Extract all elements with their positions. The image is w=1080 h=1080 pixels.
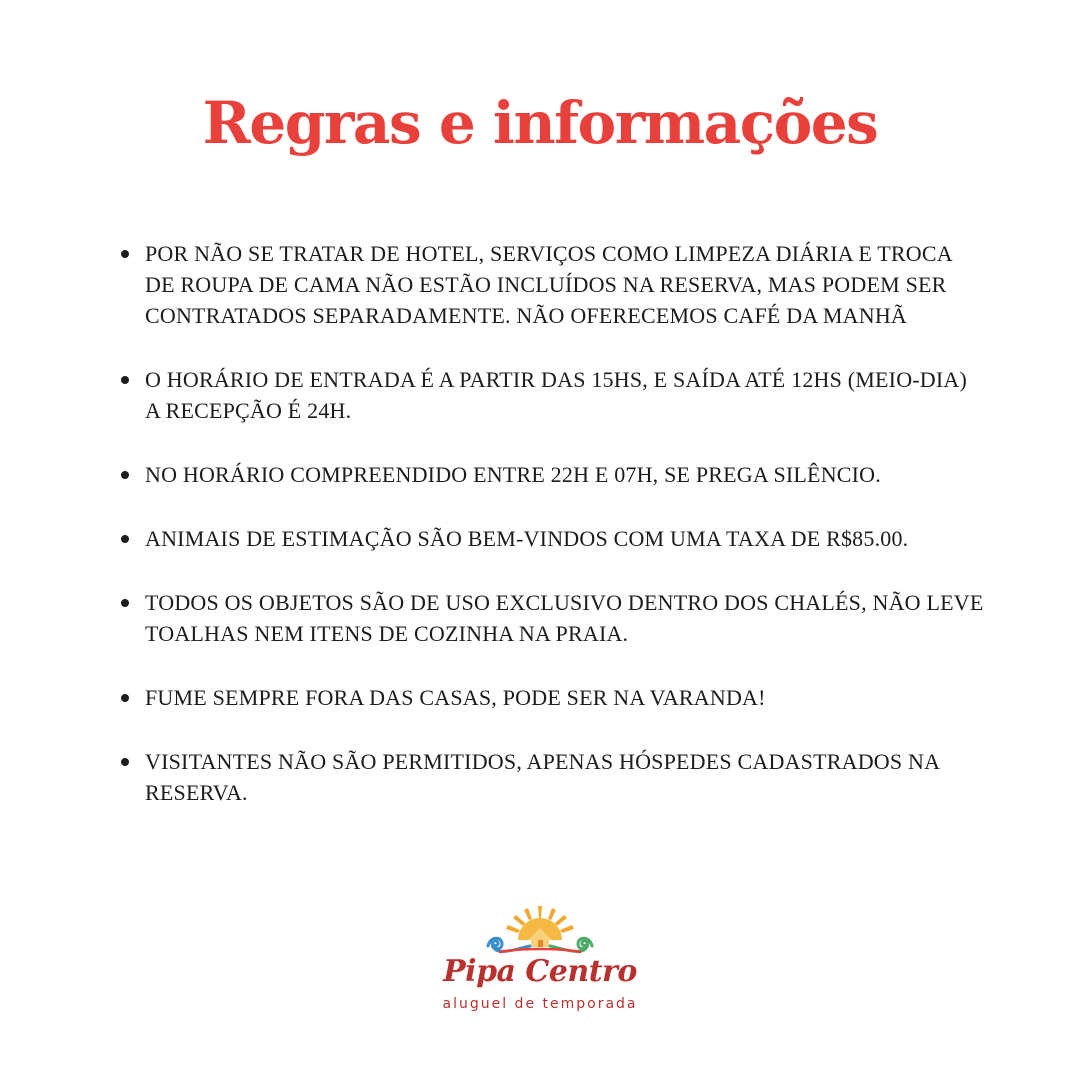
rule-item-quiet-hours: NO HORÁRIO COMPREENDIDO ENTRE 22H E 07H, SE PREGA SILÊNCIO.	[145, 459, 985, 490]
rule-item-check-in-out: O HORÁRIO DE ENTRADA É A PARTIR DAS 15HS, E SAÍDA ATÉ 12HS (MEIO-DIA) A RECEPÇÃO É 24H.	[145, 364, 985, 426]
rule-item-objects: TODOS OS OBJETOS SÃO DE USO EXCLUSIVO DENTRO DOS CHALÉS, NÃO LEVE TOALHAS NEM ITENS DE COZINHA NA PRAIA.	[145, 587, 985, 649]
page-title: Regras e informações	[202, 89, 878, 157]
brand-tagline: aluguel de temporada	[442, 996, 638, 1012]
pipa-centro-logo	[440, 900, 640, 1040]
rule-item-cleaning: POR NÃO SE TRATAR DE HOTEL, SERVIÇOS COMO LIMPEZA DIÁRIA E TROCA DE ROUPA DE CAMA NÃO ESTÃO INCLUÍDOS NA RESERVA, MAS PODEM SER CONTRATADOS SEPARADAMENTE. NÃO OFERECEMOS CAFÉ DA MANHÃ	[145, 238, 985, 331]
brand-name: Pipa Centro	[443, 954, 637, 989]
rule-item-smoking: FUME SEMPRE FORA DAS CASAS, PODE SER NA VARANDA!	[145, 682, 985, 713]
rule-item-visitors: VISITANTES NÃO SÃO PERMITIDOS, APENAS HÓSPEDES CADASTRADOS NA RESERVA.	[145, 746, 985, 808]
sun-house-wave-icon	[440, 900, 640, 960]
rule-item-pets: ANIMAIS DE ESTIMAÇÃO SÃO BEM-VINDOS COM UMA TAXA DE R$85.00.	[145, 523, 985, 554]
rules-list	[145, 238, 985, 841]
